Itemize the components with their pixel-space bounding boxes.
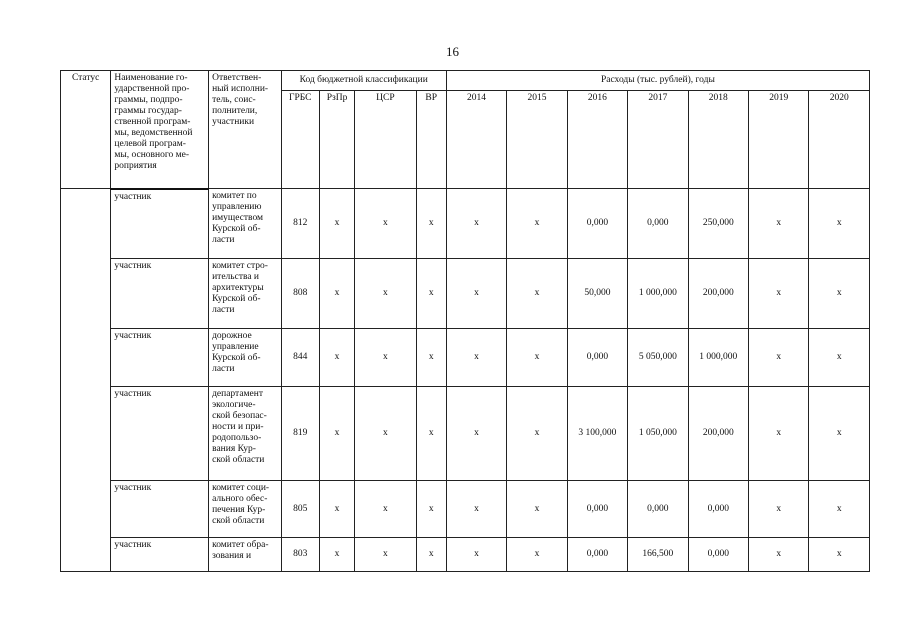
header-grbs: ГРБС	[281, 91, 319, 189]
year-value-cell: х	[446, 189, 506, 259]
rzpr-cell: х	[319, 538, 354, 572]
year-value-cell: х	[446, 481, 506, 538]
responsible-cell: дорожное управление Курской об- ласти	[209, 329, 282, 387]
rzpr-cell: х	[319, 259, 354, 329]
vr-cell: х	[416, 189, 446, 259]
responsible-cell: комитет обра- зования и	[209, 538, 282, 572]
header-year: 2014	[446, 91, 506, 189]
year-value-cell: 0,000	[628, 189, 688, 259]
header-year: 2018	[688, 91, 748, 189]
rzpr-cell: х	[319, 189, 354, 259]
year-value-cell: 0,000	[567, 538, 627, 572]
name-cell: участник	[111, 259, 209, 329]
year-value-cell: 5 050,000	[628, 329, 688, 387]
year-value-cell: х	[809, 329, 870, 387]
header-year: 2017	[628, 91, 688, 189]
rzpr-cell: х	[319, 387, 354, 481]
year-value-cell: 3 100,000	[567, 387, 627, 481]
year-value-cell: х	[507, 259, 567, 329]
year-value-cell: 0,000	[688, 481, 748, 538]
table-body	[61, 189, 870, 572]
header-year: 2015	[507, 91, 567, 189]
vr-cell: х	[416, 481, 446, 538]
csr-cell: х	[355, 538, 416, 572]
header-year: 2019	[749, 91, 809, 189]
grbs-cell: 803	[281, 538, 319, 572]
table-row	[61, 259, 870, 329]
year-value-cell: х	[749, 387, 809, 481]
csr-cell: х	[355, 259, 416, 329]
vr-cell: х	[416, 387, 446, 481]
header-budget-code: Код бюджетной классификации	[281, 71, 446, 91]
year-value-cell: х	[749, 329, 809, 387]
year-value-cell: х	[507, 329, 567, 387]
table-row	[61, 538, 870, 572]
year-value-cell: х	[749, 189, 809, 259]
grbs-cell: 819	[281, 387, 319, 481]
responsible-cell: департамент экологиче- ской безопас- ности и при- родопользо- вания Кур- ской области	[209, 387, 282, 481]
csr-cell: х	[355, 189, 416, 259]
header-year: 2016	[567, 91, 627, 189]
table-row	[61, 189, 870, 259]
vr-cell: х	[416, 259, 446, 329]
table-row	[61, 387, 870, 481]
responsible-cell: комитет стро- ительства и архитектуры Курской об- ласти	[209, 259, 282, 329]
name-cell: участник	[111, 189, 209, 259]
grbs-cell: 812	[281, 189, 319, 259]
year-value-cell: х	[507, 538, 567, 572]
responsible-cell: комитет соци- ального обес- печения Кур- ской области	[209, 481, 282, 538]
year-value-cell: 1 000,000	[628, 259, 688, 329]
rzpr-cell: х	[319, 329, 354, 387]
csr-cell: х	[355, 329, 416, 387]
header-rzpr: РзПр	[319, 91, 354, 189]
table-header	[61, 71, 870, 189]
grbs-cell: 844	[281, 329, 319, 387]
header-status: Статус	[61, 71, 111, 189]
year-value-cell: х	[749, 481, 809, 538]
vr-cell: х	[416, 538, 446, 572]
header-vr: ВР	[416, 91, 446, 189]
csr-cell: х	[355, 481, 416, 538]
year-value-cell: х	[809, 481, 870, 538]
header-name: Наименование го- ударственной про- граммы, подпро- граммы государ- ственной програм- мы, ведомственной целевой програм- мы, основного ме- роприятия	[111, 71, 209, 189]
year-value-cell: х	[446, 329, 506, 387]
year-value-cell: 1 000,000	[688, 329, 748, 387]
name-cell: участник	[111, 329, 209, 387]
grbs-cell: 808	[281, 259, 319, 329]
page-number: 16	[446, 44, 459, 59]
header-expenses: Расходы (тыс. рублей), годы	[446, 71, 869, 91]
name-cell: участник	[111, 481, 209, 538]
year-value-cell: 0,000	[567, 481, 627, 538]
status-cell	[61, 189, 111, 572]
responsible-cell: комитет по управлению имуществом Курской об- ласти	[209, 189, 282, 259]
rzpr-cell: х	[319, 481, 354, 538]
budget-table	[60, 70, 870, 572]
year-value-cell: х	[749, 259, 809, 329]
csr-cell: х	[355, 387, 416, 481]
year-value-cell: 0,000	[628, 481, 688, 538]
table-row	[61, 329, 870, 387]
year-value-cell: х	[507, 481, 567, 538]
year-value-cell: х	[809, 189, 870, 259]
year-value-cell: х	[809, 259, 870, 329]
year-value-cell: 250,000	[688, 189, 748, 259]
year-value-cell: х	[809, 538, 870, 572]
year-value-cell: х	[809, 387, 870, 481]
year-value-cell: 1 050,000	[628, 387, 688, 481]
year-value-cell: 0,000	[567, 329, 627, 387]
year-value-cell: х	[446, 538, 506, 572]
header-responsible: Ответствен- ный исполни- тель, соис- полнители, участники	[209, 71, 282, 189]
grbs-cell: 805	[281, 481, 319, 538]
header-csr: ЦСР	[355, 91, 416, 189]
table-row	[61, 481, 870, 538]
name-cell: участник	[111, 387, 209, 481]
year-value-cell: 166,500	[628, 538, 688, 572]
vr-cell: х	[416, 329, 446, 387]
year-value-cell: 50,000	[567, 259, 627, 329]
year-value-cell: 200,000	[688, 387, 748, 481]
year-value-cell: х	[446, 387, 506, 481]
year-value-cell: х	[507, 387, 567, 481]
year-value-cell: 0,000	[567, 189, 627, 259]
year-value-cell: 0,000	[688, 538, 748, 572]
header-year: 2020	[809, 91, 870, 189]
name-cell: участник	[111, 538, 209, 572]
year-value-cell: х	[749, 538, 809, 572]
year-value-cell: х	[507, 189, 567, 259]
year-value-cell: 200,000	[688, 259, 748, 329]
year-value-cell: х	[446, 259, 506, 329]
